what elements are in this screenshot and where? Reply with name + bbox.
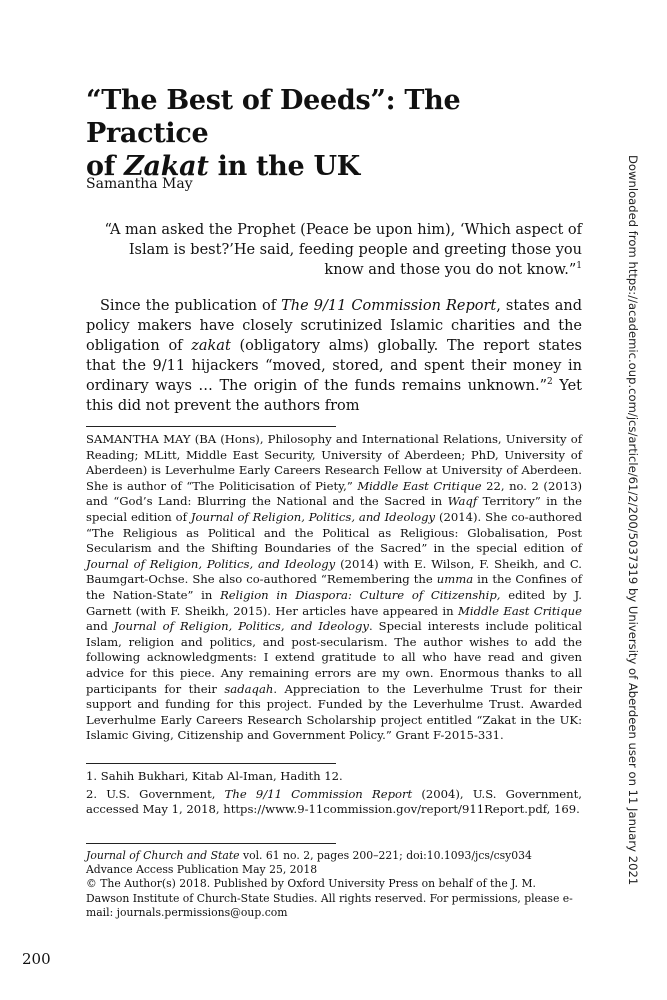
- footnote-2-text-url: (2004), U.S. Government, accessed May 1, 2018, https://www.9-11commission.gov/report/911Report.pdf, 169.: [86, 786, 582, 817]
- body-text-a: Since the publication of: [100, 298, 282, 314]
- bio-italic: Journal of Religion, Politics, and Ideology: [113, 619, 369, 634]
- download-watermark: Downloaded from https://academic.oup.com/jcs/article/61/2/200/5037319 by University of Aberdeen user on 11 January 2021: [626, 155, 640, 886]
- bio-text: 22, no. 2 (2013) and “God’s Land: Blurring the National and the Sacred in: [86, 478, 582, 509]
- bio-text: (2014). She co-authored “The Religious as Political and the Political as Religious: Globalisation, Post Secularism and the Shifting Boundaries of the Sacred” in the special edition of: [86, 509, 583, 556]
- body-text-d: Yet this did not prevent the authors from: [86, 378, 582, 414]
- body-footnote-ref[interactable]: 2: [547, 377, 553, 388]
- author-name: Samantha May: [86, 176, 193, 192]
- bio-text: . Appreciation to the Leverhulme Trust for their support and funding for this project. Funded by the Leverhulme Trust. Awarded Leverhulme Early Careers Research Scholarship project entitled “Zakat in the UK: Islamic Giving, Citizenship and Government Policy.” Grant F-2015-331.: [86, 681, 582, 743]
- journal-divider: [86, 843, 336, 844]
- bio-divider: [86, 426, 336, 427]
- bio-text: Territory” in the special edition of: [86, 494, 582, 524]
- page-number: 200: [22, 950, 51, 968]
- bio-text: in the Confines of the Nation-State” in: [86, 572, 582, 602]
- footnotes-divider: [86, 763, 336, 764]
- bio-italic: Religion in Diaspora: Culture of Citizenship,: [220, 587, 501, 602]
- footnote-2-italic: The 9/11 Commission Report: [224, 786, 413, 801]
- title-italic-term: Zakat: [124, 151, 209, 182]
- body-italic-report: The 9/11 Commission Report: [281, 298, 497, 314]
- journal-copyright: © The Author(s) 2018. Published by Oxford University Press on behalf of the J. M. Dawson Institute of Church-State Studies. All rights reserved. For permissions, please e-mail: journals.permissions@oup.com: [86, 877, 573, 919]
- bio-text: (2014) with E. Wilson, F. Sheikh, and C. Baumgart-Ochse. She also co-authored “Remembering the: [86, 556, 582, 587]
- journal-info: [86, 849, 582, 920]
- bio-italic: umma: [436, 572, 474, 587]
- bio-italic: sadaqah: [224, 681, 274, 696]
- body-text-c: (obligatory alms) globally. The report states that the 9/11 hijackers “moved, stored, and spent their money in ordinary ways … The origin of the funds remains unknown.”: [86, 338, 582, 394]
- title-line-2-prefix: of: [86, 151, 125, 182]
- author-bio: [86, 432, 582, 744]
- bio-italic: Journal of Religion, Politics, and Ideology: [190, 509, 436, 524]
- title-line-2-suffix: in the UK: [208, 151, 360, 182]
- body-paragraph: [86, 296, 582, 416]
- article-title: [86, 84, 586, 183]
- epigraph-footnote-ref[interactable]: 1: [576, 261, 582, 272]
- body-text-b: , states and policy makers have closely scrutinized Islamic charities and the obligation of: [86, 298, 582, 354]
- bio-italic: Journal of Religion, Politics, and Ideology: [86, 556, 336, 571]
- title-line-1: “The Best of Deeds”: The Practice: [86, 85, 461, 149]
- epigraph-text: “A man asked the Prophet (Peace be upon him), ‘Which aspect of Islam is best?’He said, feeding people and greeting those you know and those you do not know.”: [104, 222, 582, 278]
- bio-italic: Waqf: [447, 494, 478, 509]
- bio-text: edited by J. Garnett (with F. Sheikh, 2015). Her articles have appeared in: [86, 587, 582, 618]
- bio-italic: Middle East Critique: [458, 603, 582, 618]
- footnote-1: 1. Sahih Bukhari, Kitab Al-Iman, Hadith 12.: [86, 769, 343, 783]
- bio-text: and: [86, 619, 114, 634]
- journal-citation: [86, 849, 582, 863]
- bio-text: . Special interests include political Islam, religion and politics, and post-secularism. The author wishes to add the following acknowledgments: I extend gratitude to all who have read and given advice for this piece. Any remaining errors are my own. Enormous thanks to all participants for their: [86, 619, 582, 696]
- epigraph: [86, 220, 582, 280]
- journal-name: Journal of Church and State: [86, 849, 240, 862]
- bio-italic: Middle East Critique: [357, 478, 482, 493]
- body-italic-zakat: zakat: [191, 338, 231, 354]
- journal-citation-details: vol. 61 no. 2, pages 200–221; doi:10.1093/jcs/csy034: [239, 849, 532, 862]
- footnotes-list: [86, 769, 582, 820]
- footnote-2: [86, 787, 582, 818]
- bio-text: SAMANTHA MAY (BA (Hons), Philosophy and International Relations, University of Reading; MLitt, Middle East Security, University of Aberdeen; PhD, University of Aberdeen) is Leverhulme Early Careers Research Fellow at University of Aberdeen. She is author of “The Politicisation of Piety,”: [86, 432, 582, 493]
- footnote-2-text: 2. U.S. Government,: [86, 786, 225, 801]
- journal-publication-date: Advance Access Publication May 25, 2018: [86, 863, 318, 877]
